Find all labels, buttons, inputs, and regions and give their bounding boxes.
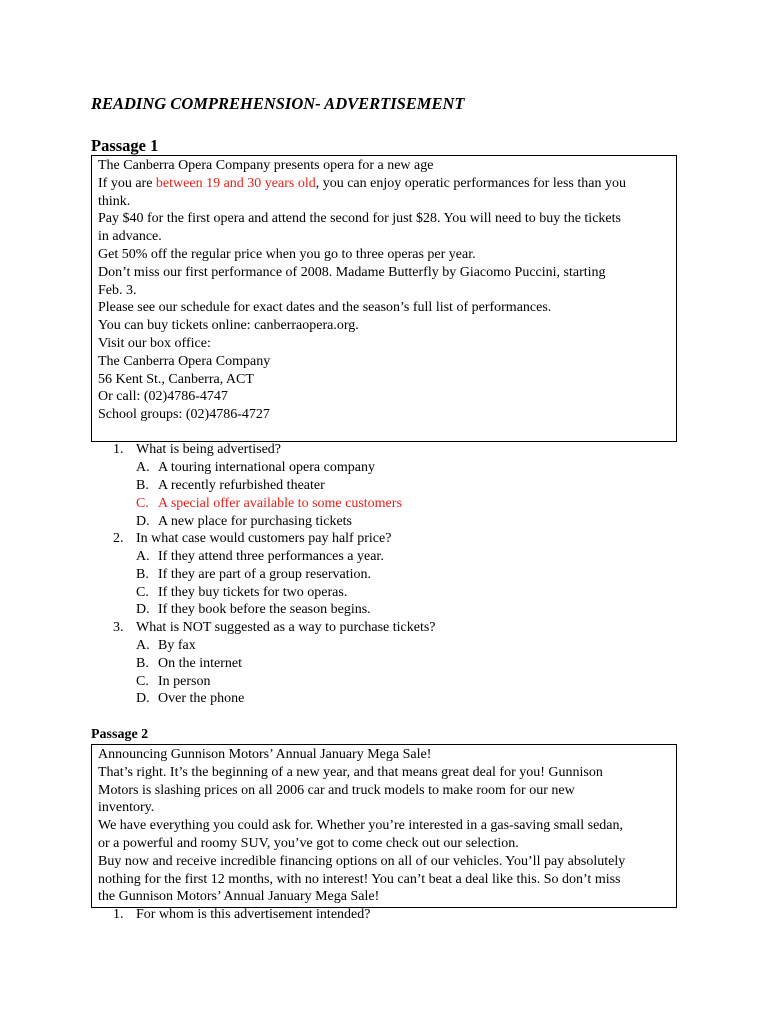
option-letter: C. bbox=[136, 585, 149, 600]
option-text: If they buy tickets for two operas. bbox=[158, 585, 348, 600]
option-text: A recently refurbished theater bbox=[158, 478, 325, 493]
passage-line: Motors is slashing prices on all 2006 car and truck models to make room for our new bbox=[98, 782, 575, 798]
passage-line: nothing for the first 12 months, with no interest! You can’t beat a deal like this. So don’t miss bbox=[98, 871, 621, 887]
option-letter: A. bbox=[136, 549, 150, 564]
passage-line: You can buy tickets online: canberraopera.org. bbox=[98, 318, 359, 334]
passage-1-heading: Passage 1 bbox=[91, 136, 159, 155]
passage-2-advertisement-box bbox=[91, 744, 677, 908]
option-text: If they book before the season begins. bbox=[158, 602, 371, 617]
passage-line: That’s right. It’s the beginning of a new year, and that means great deal for you! Gunnison bbox=[98, 764, 603, 780]
option-letter: A. bbox=[136, 460, 150, 475]
passage-line: The Canberra Opera Company bbox=[98, 353, 271, 369]
question-number: 1. bbox=[113, 442, 124, 457]
passage-line: The Canberra Opera Company presents opera for a new age bbox=[98, 158, 434, 173]
option-text: A special offer available to some customers bbox=[158, 496, 402, 511]
passage-2-heading: Passage 2 bbox=[91, 727, 149, 742]
option-text: If they attend three performances a year. bbox=[158, 549, 384, 564]
option-letter: B. bbox=[136, 478, 149, 493]
option-text: If they are part of a group reservation. bbox=[158, 567, 372, 582]
passage-1-advertisement-box bbox=[91, 155, 677, 442]
option-letter: D. bbox=[136, 691, 150, 706]
passage-line: Please see our schedule for exact dates and the season’s full list of performances. bbox=[98, 300, 552, 316]
passage-line: Feb. 3. bbox=[98, 282, 137, 298]
option-letter: C. bbox=[136, 674, 149, 689]
passage-line: in advance. bbox=[98, 229, 162, 245]
highlighted-age-range: between 19 and 30 years old bbox=[155, 175, 316, 191]
passage-line: Announcing Gunnison Motors’ Annual January Mega Sale! bbox=[98, 747, 432, 762]
passage-line: inventory. bbox=[98, 800, 155, 816]
option-text: By fax bbox=[158, 638, 196, 653]
option-letter: A. bbox=[136, 638, 150, 653]
question-text: For whom is this advertisement intended? bbox=[136, 907, 371, 922]
passage-line: think. bbox=[98, 193, 131, 209]
passage-line: the Gunnison Motors’ Annual January Mega Sale! bbox=[98, 889, 380, 905]
passage-line: 56 Kent St., Canberra, ACT bbox=[98, 371, 254, 387]
passage-line: Pay $40 for the first opera and attend the second for just $28. You will need to buy the tickets bbox=[98, 211, 621, 227]
option-text: A touring international opera company bbox=[158, 460, 375, 475]
question-text: In what case would customers pay half price? bbox=[136, 531, 392, 546]
passage-line: Or call: (02)4786-4747 bbox=[98, 389, 228, 405]
passage-line: We have everything you could ask for. Whether you’re interested in a gas-saving small sedan, bbox=[98, 818, 624, 834]
passage-text: , you can enjoy operatic performances for less than you bbox=[315, 175, 626, 191]
passage-text: If you are bbox=[98, 175, 156, 191]
option-text: A new place for purchasing tickets bbox=[158, 514, 352, 529]
option-letter: B. bbox=[136, 656, 149, 671]
option-letter: D. bbox=[136, 602, 150, 617]
option-text: In person bbox=[158, 674, 211, 689]
passage-line: or a powerful and roomy SUV, you’ve got to come check out our selection. bbox=[98, 835, 519, 851]
option-letter: B. bbox=[136, 567, 149, 582]
passage-line: School groups: (02)4786-4727 bbox=[98, 407, 270, 423]
question-number: 1. bbox=[113, 907, 124, 922]
passage-line: Visit our box office: bbox=[98, 335, 211, 351]
passage-line: Get 50% off the regular price when you go to three operas per year. bbox=[98, 246, 476, 262]
option-letter: D. bbox=[136, 514, 150, 529]
question-number: 2. bbox=[113, 531, 124, 546]
passage-line: Don’t miss our first performance of 2008. Madame Butterfly by Giacomo Puccini, starting bbox=[98, 264, 606, 280]
passage-line: Buy now and receive incredible financing options on all of our vehicles. You’ll pay absolutely bbox=[98, 853, 626, 869]
passage-line bbox=[98, 175, 670, 193]
question-text: What is NOT suggested as a way to purchase tickets? bbox=[136, 620, 436, 635]
option-text: On the internet bbox=[158, 656, 242, 671]
question-number: 3. bbox=[113, 620, 124, 635]
option-letter: C. bbox=[136, 496, 149, 511]
question-text: What is being advertised? bbox=[136, 442, 282, 457]
page-title: READING COMPREHENSION- ADVERTISEMENT bbox=[91, 94, 465, 113]
option-text: Over the phone bbox=[158, 691, 245, 706]
